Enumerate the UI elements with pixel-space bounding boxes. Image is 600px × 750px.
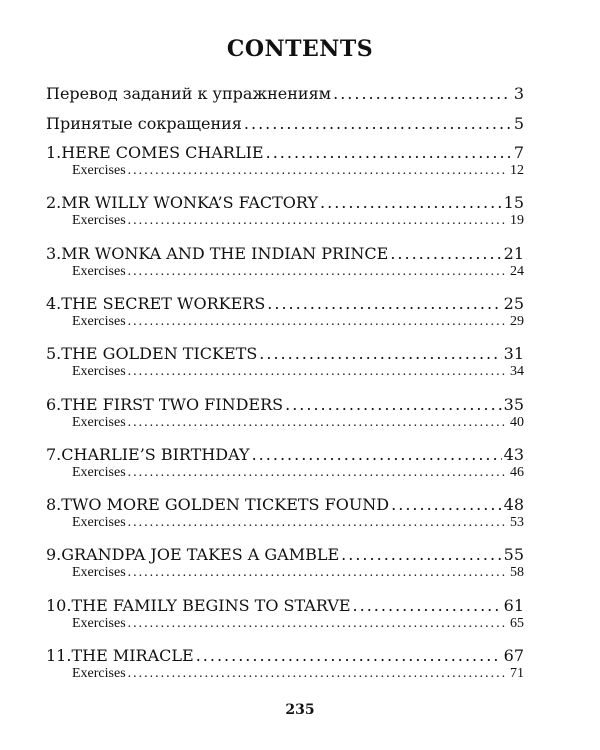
toc-chapter-entry: [46, 344, 524, 363]
toc-chapter-entry: [46, 646, 524, 665]
toc-chapter-entry: [46, 596, 524, 615]
entry-label: Exercises: [72, 163, 126, 178]
dot-leader: [391, 495, 502, 514]
toc-chapter-entry: [46, 395, 524, 414]
entry-page: 55: [503, 545, 524, 564]
entry-label: GRANDPA JOE TAKES A GAMBLE: [61, 545, 340, 564]
entry-page: 53: [510, 515, 524, 530]
entry-label: Перевод заданий к упражнениям: [46, 84, 332, 103]
entry-label: Exercises: [72, 565, 126, 580]
toc-chapter-entry: [46, 294, 524, 313]
entry-label: THE FIRST TWO FINDERS: [61, 395, 284, 414]
toc-exercises-entry: [72, 163, 524, 179]
toc-exercises-entry: [72, 415, 524, 431]
entry-page: 21: [503, 244, 524, 263]
entry-page: 71: [510, 666, 524, 681]
chapter-number: 10.: [46, 596, 72, 615]
dot-leader: [285, 395, 502, 414]
toc-chapter-entry: [46, 244, 524, 263]
toc-chapter-entry: [46, 193, 524, 212]
entry-page: 67: [503, 646, 524, 665]
dot-leader: [128, 264, 508, 280]
dot-leader: [341, 545, 501, 564]
entry-label: Exercises: [72, 465, 126, 480]
dot-leader: [252, 445, 502, 464]
entry-page: 58: [510, 565, 524, 580]
toc-exercises-entry: [72, 364, 524, 380]
toc-chapter-entry: [46, 495, 524, 514]
dot-leader: [196, 646, 502, 665]
toc-exercises-entry: [72, 314, 524, 330]
entry-page: 7: [513, 143, 524, 162]
entry-page: 19: [510, 213, 524, 228]
chapter-number: 9.: [46, 545, 62, 564]
entry-label: CHARLIE’S BIRTHDAY: [61, 445, 250, 464]
dot-leader: [244, 114, 512, 133]
page-number: 235: [285, 702, 315, 718]
chapter-number: 2.: [46, 193, 62, 212]
entry-page: 48: [503, 495, 524, 514]
entry-page: 46: [510, 465, 524, 480]
toc-intro-entry: [46, 114, 524, 133]
entry-page: 65: [510, 616, 524, 631]
entry-label: MR WONKA AND THE INDIAN PRINCE: [61, 244, 389, 263]
entry-page: 24: [510, 264, 524, 279]
entry-label: THE SECRET WORKERS: [61, 294, 266, 313]
chapter-number: 11.: [46, 646, 72, 665]
entry-label: Exercises: [72, 415, 126, 430]
toc-exercises-entry: [72, 565, 524, 581]
dot-leader: [128, 616, 508, 632]
entry-page: 12: [510, 163, 524, 178]
chapter-number: 8.: [46, 495, 62, 514]
dot-leader: [128, 364, 508, 380]
entry-label: THE FAMILY BEGINS TO STARVE: [71, 596, 351, 615]
entry-label: TWO MORE GOLDEN TICKETS FOUND: [61, 495, 390, 514]
toc-intro-entry: [46, 84, 524, 103]
dot-leader: [128, 465, 508, 481]
entry-page: 15: [503, 193, 524, 212]
page-title: CONTENTS: [226, 36, 374, 62]
toc-chapter-entry: [46, 445, 524, 464]
toc-chapter-entry: [46, 143, 524, 162]
chapter-number: 3.: [46, 244, 62, 263]
entry-page: 43: [503, 445, 524, 464]
dot-leader: [128, 213, 508, 229]
entry-label: THE MIRACLE: [71, 646, 194, 665]
toc-exercises-entry: [72, 264, 524, 280]
entry-label: Exercises: [72, 364, 126, 379]
entry-label: Принятые сокращения: [46, 114, 242, 133]
dot-leader: [128, 415, 508, 431]
toc-chapter-entry: [46, 545, 524, 564]
dot-leader: [320, 193, 502, 212]
entry-label: Exercises: [72, 264, 126, 279]
toc-exercises-entry: [72, 616, 524, 632]
dot-leader: [333, 84, 512, 103]
dot-leader: [266, 143, 512, 162]
dot-leader: [128, 163, 508, 179]
dot-leader: [128, 666, 508, 682]
entry-page: 5: [513, 114, 524, 133]
dot-leader: [128, 565, 508, 581]
dot-leader: [267, 294, 501, 313]
entry-label: MR WILLY WONKA’S FACTORY: [61, 193, 319, 212]
entry-page: 40: [510, 415, 524, 430]
chapter-number: 1.: [46, 143, 62, 162]
entry-page: 35: [503, 395, 524, 414]
entry-label: HERE COMES CHARLIE: [61, 143, 264, 162]
dot-leader: [128, 515, 508, 531]
dot-leader: [390, 244, 501, 263]
entry-page: 61: [503, 596, 524, 615]
chapter-number: 4.: [46, 294, 62, 313]
entry-page: 29: [510, 314, 524, 329]
entry-page: 34: [510, 364, 524, 379]
toc-exercises-entry: [72, 666, 524, 682]
toc-exercises-entry: [72, 515, 524, 531]
toc-exercises-entry: [72, 465, 524, 481]
entry-page: 31: [503, 344, 524, 363]
entry-label: THE GOLDEN TICKETS: [61, 344, 258, 363]
chapter-number: 5.: [46, 344, 62, 363]
dot-leader: [128, 314, 508, 330]
chapter-number: 7.: [46, 445, 62, 464]
entry-label: Exercises: [72, 213, 126, 228]
entry-label: Exercises: [72, 515, 126, 530]
entry-label: Exercises: [72, 666, 126, 681]
toc-exercises-entry: [72, 213, 524, 229]
entry-label: Exercises: [72, 616, 126, 631]
entry-page: 3: [513, 84, 524, 103]
chapter-number: 6.: [46, 395, 62, 414]
entry-page: 25: [503, 294, 524, 313]
dot-leader: [353, 596, 502, 615]
entry-label: Exercises: [72, 314, 126, 329]
dot-leader: [259, 344, 501, 363]
